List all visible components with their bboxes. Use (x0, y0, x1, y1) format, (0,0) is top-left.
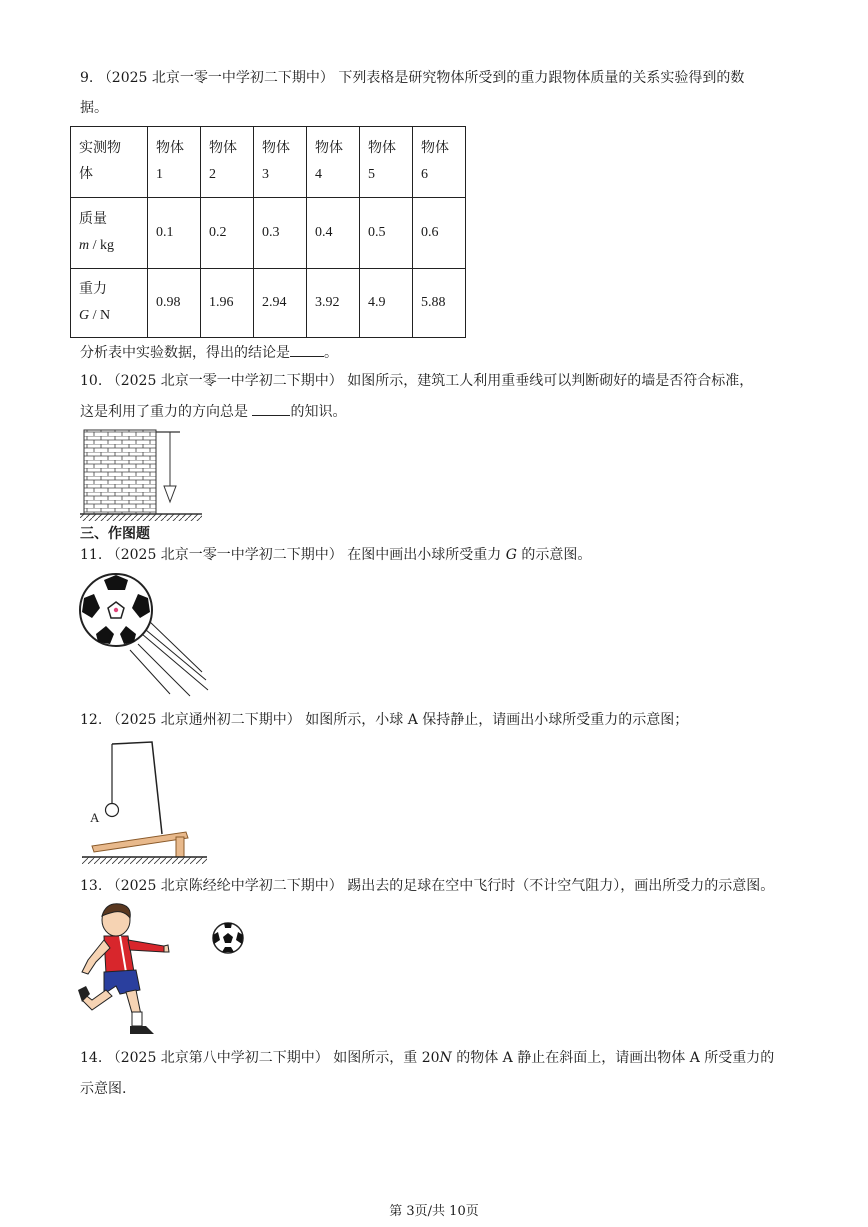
table-cell: 0.4 (307, 198, 360, 269)
section-title: 三、作图题 (80, 526, 150, 542)
table-cell: 物体 1 (148, 127, 201, 198)
table-cell: 物体 6 (413, 127, 466, 198)
table-cell: 0.1 (148, 198, 201, 269)
ball-center-dot (114, 608, 118, 612)
incline-plank (92, 832, 188, 852)
soccer-ball-figure (78, 572, 213, 697)
brick-wall-plumb-figure (80, 428, 205, 524)
q10-line-2: 这是利用了重力的方向总是 的知识。 (80, 401, 346, 422)
q9-conclusion: 分析表中实验数据，得出的结论是 。 (80, 342, 338, 363)
table-row (71, 127, 466, 198)
soccer-player-figure (76, 902, 256, 1040)
ball-a (106, 804, 119, 817)
plank-support (176, 837, 184, 857)
table-header-cell: 质量 m / kg (71, 198, 148, 269)
flying-ball-icon (213, 923, 243, 953)
table-row (71, 198, 466, 269)
table-header-cell: 实测物 体 (71, 127, 148, 198)
table-row (71, 269, 466, 338)
q10-number: 10. (80, 373, 103, 389)
q14-line-2: 示意图. (80, 1081, 127, 1097)
hanging-ball-figure (82, 738, 212, 866)
table-cell: 物体 5 (360, 127, 413, 198)
table-cell: 4.9 (360, 269, 413, 338)
q9-line-1 (80, 68, 744, 88)
q9-line-2: 据。 (80, 100, 108, 116)
table-cell: 1.96 (201, 269, 254, 338)
page-footer: 第 3页/共 10页 (389, 1204, 479, 1219)
table-cell: 0.2 (201, 198, 254, 269)
q10-text-1: 如图所示，建筑工人利用重垂线可以判断砌好的墙是否符合标准， (347, 373, 754, 389)
table-cell: 0.3 (254, 198, 307, 269)
table-cell: 2.94 (254, 269, 307, 338)
table-cell: 物体 3 (254, 127, 307, 198)
brick-wall (84, 430, 156, 514)
q14-line-1: 14. （2025 北京第八中学初二下期中） 如图所示，重 20N 的物体 A 静止在斜面上，请画出物体 A 所受重力的 (80, 1050, 775, 1066)
answer-blank[interactable] (252, 401, 290, 416)
table-cell: 物体 4 (307, 127, 360, 198)
plumb-bob-icon (164, 486, 176, 502)
table-cell: 0.5 (360, 198, 413, 269)
soccer-ball-icon (80, 574, 152, 646)
table-cell: 5.88 (413, 269, 466, 338)
ball-label: A (90, 810, 100, 825)
answer-blank[interactable] (290, 342, 324, 357)
q9-number: 9. (80, 70, 94, 86)
q13-line: 13. （2025 北京陈经纶中学初二下期中） 踢出去的足球在空中飞行时（不计空气阻力），画出所受力的示意图。 (80, 878, 775, 894)
mass-weight-table (70, 126, 466, 338)
table-cell: 0.6 (413, 198, 466, 269)
table-cell: 0.98 (148, 269, 201, 338)
q9-source: （2025 北京一零一中学初二下期中） (97, 70, 334, 86)
support-frame (112, 742, 162, 834)
q9-text-1: 下列表格是研究物体所受到的重力跟物体质量的关系实验得到的数 (338, 70, 745, 86)
q11-line: 11. （2025 北京一零一中学初二下期中） 在图中画出小球所受重力 G 的示意图。 (80, 547, 592, 563)
table-header-cell: 重力 G / N (71, 269, 148, 338)
q10-source: （2025 北京一零一中学初二下期中） (106, 373, 343, 389)
q10-line-1 (80, 371, 753, 391)
player-icon (78, 904, 169, 1034)
table-cell: 物体 2 (201, 127, 254, 198)
q12-line: 12. （2025 北京通州初二下期中） 如图所示，小球 A 保持静止，请画出小球所受重力的示意图； (80, 712, 689, 728)
table-cell: 3.92 (307, 269, 360, 338)
